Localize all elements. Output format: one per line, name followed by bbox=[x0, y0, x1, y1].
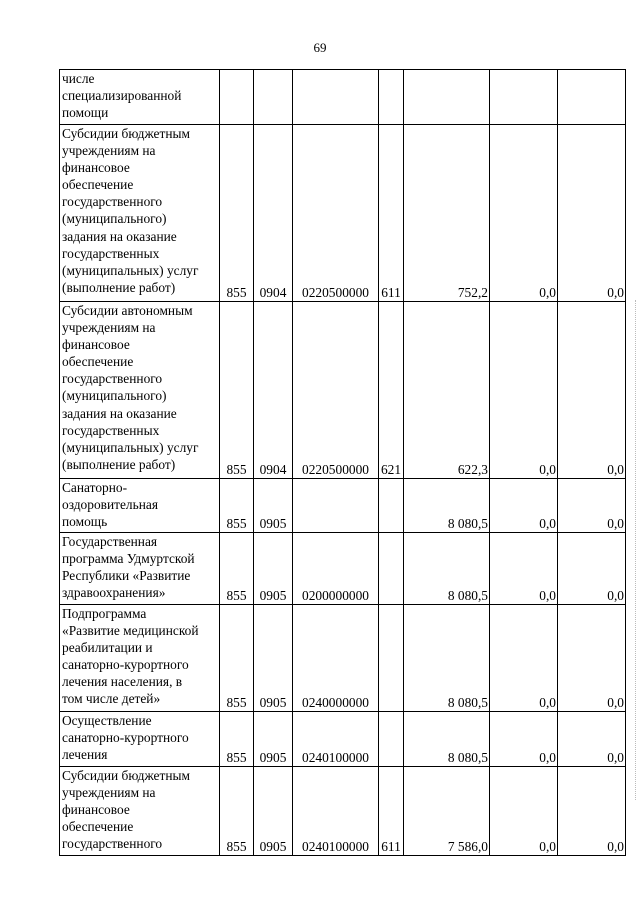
value-cell-8: 0,0 bbox=[558, 533, 626, 605]
expense-type-cell bbox=[379, 70, 404, 125]
budget-table bbox=[59, 69, 626, 856]
value-cell-8: 0,0 bbox=[558, 712, 626, 767]
target-code-cell: 0220500000 bbox=[293, 125, 379, 302]
section-code-cell: 0905 bbox=[254, 605, 293, 712]
value-cell-8: 0,0 bbox=[558, 125, 626, 302]
section-code-cell: 0905 bbox=[254, 767, 293, 856]
ministry-code-cell: 855 bbox=[220, 767, 254, 856]
expense-type-cell bbox=[379, 605, 404, 712]
expense-type-cell: 621 bbox=[379, 302, 404, 479]
table-row bbox=[60, 605, 626, 712]
page-number: 69 bbox=[313, 40, 327, 55]
section-code-cell bbox=[254, 70, 293, 125]
amount-cell: 8 080,5 bbox=[404, 479, 490, 533]
target-code-cell bbox=[293, 70, 379, 125]
row-name-cell: Субсидии бюджетным учреждениям на финансовое обеспечение государственного (муниципального) задания на оказание государственных (муниципальных) услуг (выполнение работ) bbox=[60, 125, 220, 302]
section-code-cell: 0904 bbox=[254, 302, 293, 479]
ministry-code-cell: 855 bbox=[220, 479, 254, 533]
target-code-cell: 0240100000 bbox=[293, 712, 379, 767]
value-cell-7: 0,0 bbox=[490, 533, 558, 605]
table-row bbox=[60, 479, 626, 533]
section-code-cell: 0905 bbox=[254, 533, 293, 605]
target-code-cell: 0240100000 bbox=[293, 767, 379, 856]
ministry-code-cell bbox=[220, 70, 254, 125]
row-name-cell: Субсидии бюджетным учреждениям на финансовое обеспечение государственного bbox=[60, 767, 220, 856]
value-cell-8 bbox=[558, 70, 626, 125]
table-row bbox=[60, 712, 626, 767]
value-cell-7: 0,0 bbox=[490, 605, 558, 712]
expense-type-cell: 611 bbox=[379, 125, 404, 302]
target-code-cell bbox=[293, 479, 379, 533]
target-code-cell: 0220500000 bbox=[293, 302, 379, 479]
table-row bbox=[60, 302, 626, 479]
row-name-cell: Подпрограмма «Развитие медицинской реабилитации и санаторно-курортного лечения населения, в том числе детей» bbox=[60, 605, 220, 712]
table-row bbox=[60, 70, 626, 125]
value-cell-7: 0,0 bbox=[490, 712, 558, 767]
amount-cell: 7 586,0 bbox=[404, 767, 490, 856]
table-row bbox=[60, 125, 626, 302]
value-cell-8: 0,0 bbox=[558, 302, 626, 479]
expense-type-cell bbox=[379, 533, 404, 605]
amount-cell: 8 080,5 bbox=[404, 605, 490, 712]
section-code-cell: 0904 bbox=[254, 125, 293, 302]
scan-edge-line bbox=[634, 300, 636, 800]
ministry-code-cell: 855 bbox=[220, 605, 254, 712]
amount-cell: 8 080,5 bbox=[404, 533, 490, 605]
section-code-cell: 0905 bbox=[254, 712, 293, 767]
amount-cell bbox=[404, 70, 490, 125]
ministry-code-cell: 855 bbox=[220, 712, 254, 767]
value-cell-8: 0,0 bbox=[558, 767, 626, 856]
value-cell-8: 0,0 bbox=[558, 479, 626, 533]
value-cell-7: 0,0 bbox=[490, 125, 558, 302]
row-name-cell: числе специализированной помощи bbox=[60, 70, 220, 125]
value-cell-8: 0,0 bbox=[558, 605, 626, 712]
table-row bbox=[60, 767, 626, 856]
ministry-code-cell: 855 bbox=[220, 125, 254, 302]
section-code-cell: 0905 bbox=[254, 479, 293, 533]
amount-cell: 752,2 bbox=[404, 125, 490, 302]
ministry-code-cell: 855 bbox=[220, 302, 254, 479]
value-cell-7: 0,0 bbox=[490, 302, 558, 479]
row-name-cell: Санаторно- оздоровительная помощь bbox=[60, 479, 220, 533]
value-cell-7: 0,0 bbox=[490, 767, 558, 856]
target-code-cell: 0240000000 bbox=[293, 605, 379, 712]
amount-cell: 8 080,5 bbox=[404, 712, 490, 767]
row-name-cell: Субсидии автономным учреждениям на финансовое обеспечение государственного (муниципального) задания на оказание государственных (муниципальных) услуг (выполнение работ) bbox=[60, 302, 220, 479]
table-row bbox=[60, 533, 626, 605]
target-code-cell: 0200000000 bbox=[293, 533, 379, 605]
row-name-cell: Государственная программа Удмуртской Республики «Развитие здравоохранения» bbox=[60, 533, 220, 605]
value-cell-7 bbox=[490, 70, 558, 125]
row-name-cell: Осуществление санаторно-курортного лечения bbox=[60, 712, 220, 767]
ministry-code-cell: 855 bbox=[220, 533, 254, 605]
expense-type-cell: 611 bbox=[379, 767, 404, 856]
expense-type-cell bbox=[379, 712, 404, 767]
expense-type-cell bbox=[379, 479, 404, 533]
amount-cell: 622,3 bbox=[404, 302, 490, 479]
value-cell-7: 0,0 bbox=[490, 479, 558, 533]
